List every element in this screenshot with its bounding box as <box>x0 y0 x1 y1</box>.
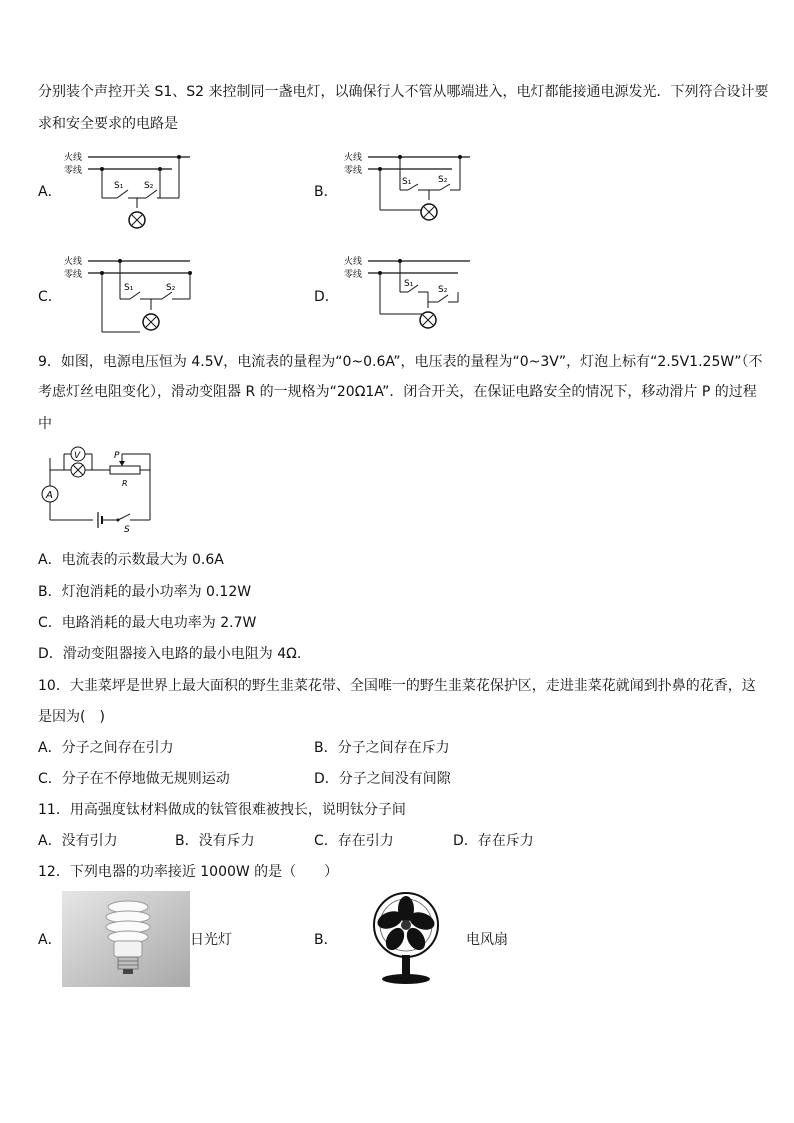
q8-circuit-c <box>62 252 192 342</box>
q12-option-a-label: 日光灯 <box>190 932 232 948</box>
q10-option-a: A．分子之间存在引力 <box>38 740 174 756</box>
q9-circuit-diagram <box>38 446 154 536</box>
rheostat-icon <box>110 466 140 474</box>
q9-option-b: B．灯泡消耗的最小功率为 0.12W <box>38 584 252 600</box>
s2-label: S₂ <box>144 181 154 191</box>
s2-label: S₂ <box>166 283 176 293</box>
q9-stem-line1: 9．如图，电源电压恒为 4.5V，电流表的量程为“0~0.6A”，电压表的量程为“0~3V”，灯泡上标有“2.5V1.25W”（不 <box>38 354 763 370</box>
q12-option-b-letter: B． <box>314 932 338 948</box>
q9-option-c: C．电路消耗的最大电功率为 2.7W <box>38 615 257 631</box>
q8-circuit-d <box>342 252 472 342</box>
q10-stem-line1: 10．大韭菜坪是世界上最大面积的野生韭菜花带、全国唯一的野生韭菜花保护区，走进韭菜花就闻到扑鼻的花香，这 <box>38 678 756 694</box>
ammeter-label: A <box>46 490 53 501</box>
neutral-wire-label: 零线 <box>344 270 363 280</box>
q11-option-a: A．没有引力 <box>38 833 118 849</box>
q9-stem-line2: 考虑灯丝电阻变化），滑动变阻器 R 的一规格为“20Ω1A”．闭合开关，在保证电路安全的情况下，移动滑片 P 的过程 <box>38 384 757 400</box>
voltmeter-label: V <box>74 451 81 461</box>
fluorescent-lamp-image <box>62 891 190 987</box>
q12-stem: 12．下列电器的功率接近 1000W 的是（ ） <box>38 864 339 880</box>
q8-circuit-b <box>342 148 472 238</box>
q10-option-c: C．分子在不停地做无规则运动 <box>38 771 230 787</box>
neutral-wire-label: 零线 <box>344 166 363 176</box>
fan-icon <box>374 893 438 984</box>
q12-option-b-label: 电风扇 <box>466 932 508 948</box>
live-wire-label: 火线 <box>344 257 363 267</box>
s2-label: S₂ <box>438 285 448 295</box>
s1-label: S₁ <box>402 177 412 187</box>
q8-option-d-letter: D． <box>314 289 339 305</box>
q11-stem: 11．用高强度钛材料做成的钛管很难被拽长，说明钛分子间 <box>38 802 406 818</box>
switch-label: S <box>124 525 130 535</box>
switch-icon <box>118 514 130 520</box>
q11-option-d: D．存在斥力 <box>453 833 534 849</box>
q8-circuit-a <box>62 148 192 238</box>
q10-option-d: D．分子之间没有间隙 <box>314 771 451 787</box>
live-wire-label: 火线 <box>64 153 83 163</box>
q9-option-d: D．滑动变阻器接入电路的最小电阻为 4Ω. <box>38 646 302 662</box>
slider-label: P <box>114 451 120 461</box>
q12-option-a-letter: A． <box>38 932 62 948</box>
q9-option-a: A．电流表的示数最大为 0.6A <box>38 552 224 568</box>
q11-option-c: C．存在引力 <box>314 833 394 849</box>
q8-stem-line1: 分别装个声控开关 S1、S2 来控制同一盏电灯，以确保行人不管从哪端进入，电灯都能接通电源发光．下列符合设计要 <box>38 84 769 100</box>
s1-label: S₁ <box>404 279 414 289</box>
q8-stem-line2: 求和安全要求的电路是 <box>38 116 178 132</box>
q9-stem-line3: 中 <box>38 416 52 432</box>
s1-label: S₁ <box>124 283 134 293</box>
q10-option-b: B．分子之间存在斥力 <box>314 740 450 756</box>
rheostat-label: R <box>122 479 128 488</box>
q11-option-b: B．没有斥力 <box>175 833 255 849</box>
neutral-wire-label: 零线 <box>64 270 83 280</box>
q8-option-b-letter: B． <box>314 184 338 200</box>
live-wire-label: 火线 <box>344 153 363 163</box>
s2-label: S₂ <box>438 175 448 185</box>
electric-fan-image <box>338 889 462 987</box>
q8-option-c-letter: C． <box>38 289 62 305</box>
q8-option-a-letter: A． <box>38 184 62 200</box>
q10-stem-line2: 是因为( ) <box>38 709 105 725</box>
live-wire-label: 火线 <box>64 257 83 267</box>
s1-label: S₁ <box>114 181 124 191</box>
neutral-wire-label: 零线 <box>64 166 83 176</box>
